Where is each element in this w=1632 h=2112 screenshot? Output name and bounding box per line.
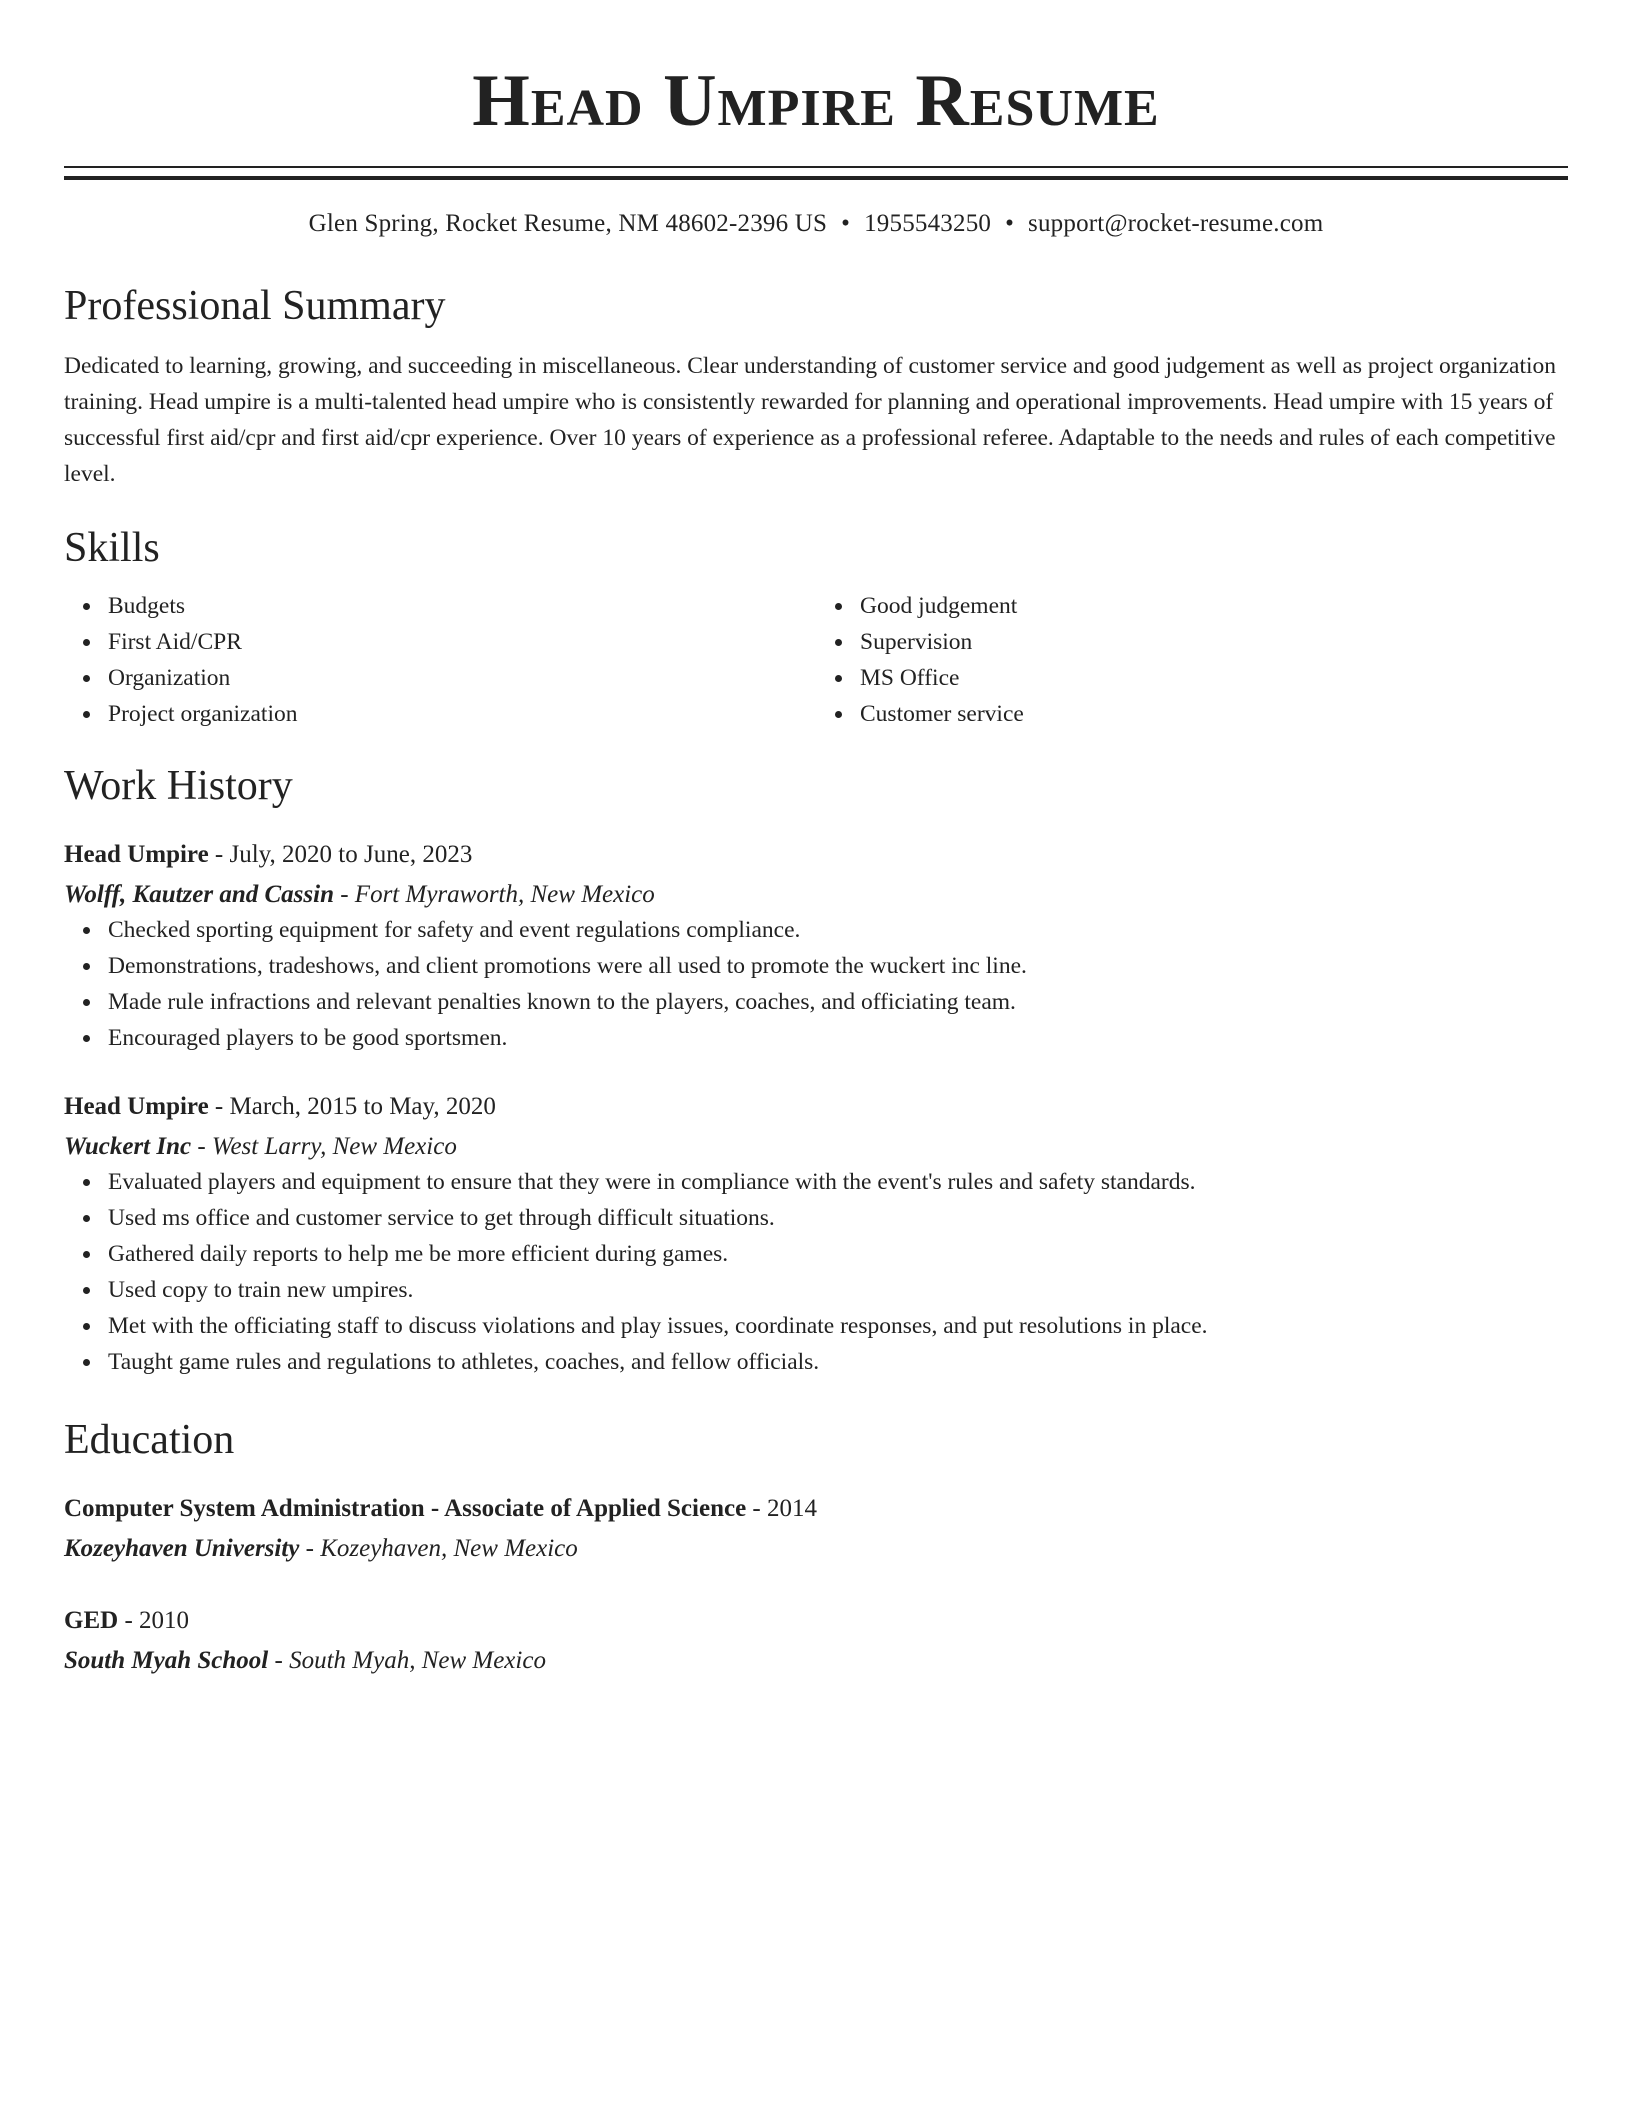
job-duty: Met with the officiating staff to discuss violations and play issues, coordinate responses, and put resolutions in place. <box>108 1308 1568 1344</box>
job-duty: Checked sporting equipment for safety and event regulations compliance. <box>108 912 1568 948</box>
contact-phone: 1955543250 <box>864 210 992 237</box>
job-duty: Used copy to train new umpires. <box>108 1272 1568 1308</box>
degree-name: Computer System Administration - Associate of Applied Science <box>64 1495 747 1522</box>
skill-item: Organization <box>108 660 816 696</box>
skill-item: First Aid/CPR <box>108 624 816 660</box>
job-title-line <box>64 838 1568 872</box>
skill-item: Supervision <box>860 624 1568 660</box>
job-duty: Gathered daily reports to help me be more efficient during games. <box>108 1236 1568 1272</box>
school-line <box>64 1644 1568 1678</box>
job-duty: Demonstrations, tradeshows, and client promotions were all used to promote the wuckert inc line. <box>108 948 1568 984</box>
contact-line <box>64 208 1568 240</box>
contact-email: support@rocket-resume.com <box>1028 210 1324 237</box>
resume-title: Head Umpire Resume <box>472 60 1160 142</box>
skill-item: MS Office <box>860 660 1568 696</box>
work-history-heading: Work History <box>64 763 293 809</box>
job-title-line <box>64 1090 1568 1124</box>
job-duty: Made rule infractions and relevant penalties known to the players, coaches, and officiating team. <box>108 984 1568 1020</box>
job-company-line <box>64 1130 1568 1164</box>
skills-list <box>64 588 1568 732</box>
summary-heading: Professional Summary <box>64 283 446 329</box>
job-title: Head Umpire <box>64 841 209 868</box>
summary-text: Dedicated to learning, growing, and succeeding in miscellaneous. Clear understanding of customer service and good judgement as well as project organization training. Head umpire is a multi-talented head umpire who is consistently rewarded for planning and operational improvements. Head umpire with 15 years of successful first aid/cpr and first aid/cpr experience. Over 10 years of experience as a professional referee. Adaptable to the needs and rules of each competitive level. <box>64 353 1557 487</box>
education-heading: Education <box>64 1417 235 1463</box>
school-line <box>64 1532 1568 1566</box>
contact-separator: • <box>1005 210 1015 237</box>
job-company-line <box>64 878 1568 912</box>
job-entry <box>64 838 1568 1056</box>
contact-address: Glen Spring, Rocket Resume, NM 48602-2396 US <box>308 210 828 237</box>
skills-column-right <box>816 588 1568 732</box>
degree-name: GED <box>64 1607 119 1634</box>
job-location: - Fort Myraworth, New Mexico <box>333 881 655 908</box>
job-duty: Taught game rules and regulations to athletes, coaches, and fellow officials. <box>108 1344 1568 1380</box>
job-company: Wuckert Inc <box>64 1133 192 1160</box>
job-company: Wolff, Kautzer and Cassin <box>64 881 334 908</box>
degree-line <box>64 1492 1568 1526</box>
education-entry <box>64 1604 1568 1678</box>
job-title: Head Umpire <box>64 1093 209 1120</box>
education-entry <box>64 1492 1568 1566</box>
skill-item: Project organization <box>108 696 816 732</box>
school-location: - Kozeyhaven, New Mexico <box>299 1535 578 1562</box>
school-name: South Myah School <box>64 1647 269 1674</box>
job-duty: Encouraged players to be good sportsmen. <box>108 1020 1568 1056</box>
job-duties <box>64 912 1568 1056</box>
title-divider <box>64 166 1568 180</box>
job-duty: Evaluated players and equipment to ensure that they were in compliance with the event's rules and safety standards. <box>108 1164 1568 1200</box>
job-entry <box>64 1090 1568 1380</box>
job-dates: - March, 2015 to May, 2020 <box>208 1093 496 1120</box>
job-duties <box>64 1164 1568 1380</box>
degree-line <box>64 1604 1568 1638</box>
skill-item: Customer service <box>860 696 1568 732</box>
contact-separator: • <box>841 210 851 237</box>
skill-item: Good judgement <box>860 588 1568 624</box>
job-dates: - July, 2020 to June, 2023 <box>208 841 473 868</box>
skills-column-left <box>64 588 816 732</box>
school-name: Kozeyhaven University <box>64 1535 300 1562</box>
degree-year: - 2014 <box>746 1495 817 1522</box>
school-location: - South Myah, New Mexico <box>268 1647 546 1674</box>
job-duty: Used ms office and customer service to get through difficult situations. <box>108 1200 1568 1236</box>
skills-heading: Skills <box>64 525 160 571</box>
skill-item: Budgets <box>108 588 816 624</box>
job-location: - West Larry, New Mexico <box>191 1133 457 1160</box>
degree-year: - 2010 <box>118 1607 190 1634</box>
